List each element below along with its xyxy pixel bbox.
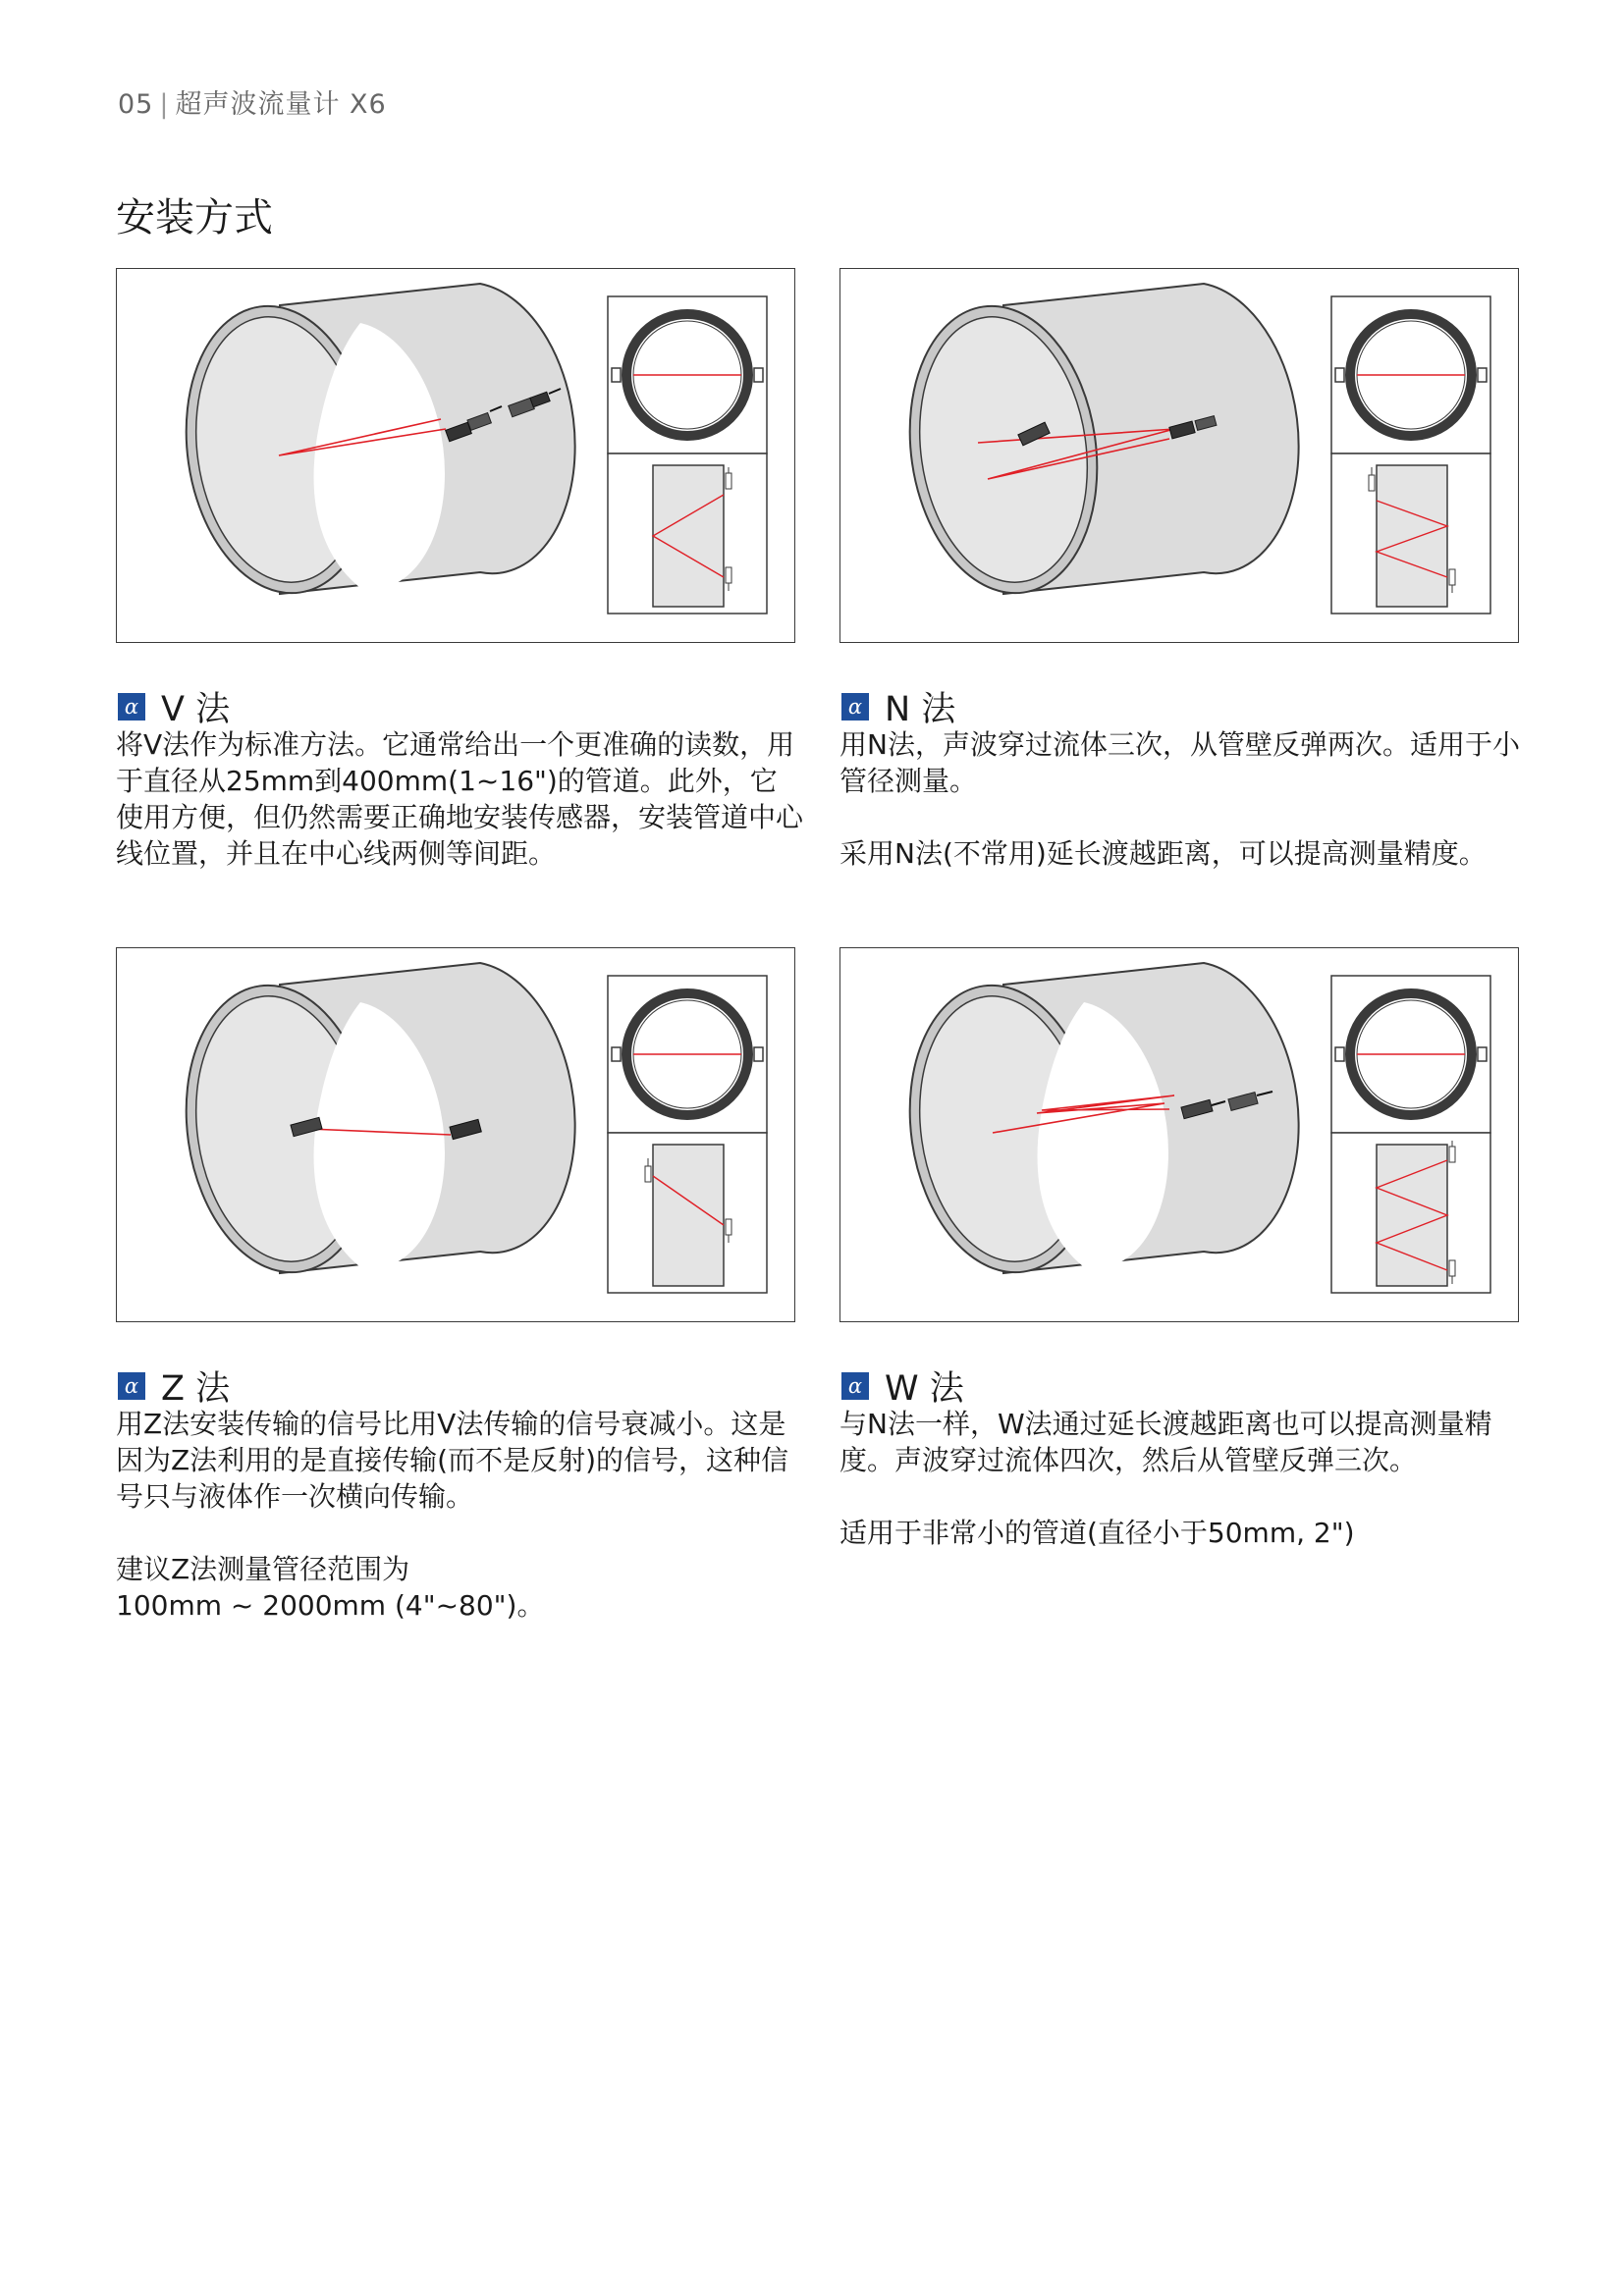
pipe-illustration xyxy=(892,284,1298,606)
z-method-description xyxy=(116,1406,803,1624)
n-method-heading xyxy=(841,682,955,731)
alpha-icon: α xyxy=(118,1372,145,1400)
product-name: 超声波流量计 X6 xyxy=(175,89,387,120)
alpha-icon: α xyxy=(841,1372,869,1400)
paragraph: 采用N法(不常用)延长渡越距离，可以提高测量精度。 xyxy=(839,837,1487,870)
w-method-description xyxy=(839,1406,1527,1551)
w-method-diagram xyxy=(840,948,1520,1323)
v-method-description xyxy=(116,726,803,872)
page-number: 05 xyxy=(118,89,154,120)
w-method-figure xyxy=(839,947,1519,1322)
paragraph: 用N法，声波穿过流体三次，从管壁反弹两次。适用于小管径测量。 xyxy=(839,728,1520,797)
z-method-figure xyxy=(116,947,795,1322)
w-method-heading xyxy=(841,1362,964,1411)
v-method-heading xyxy=(118,682,230,731)
section-title: 安装方式 xyxy=(116,195,273,240)
paragraph: 用Z法安装传输的信号比用V法传输的信号衰减小。这是因为Z法利用的是直接传输(而不是反射)的信号，这种信号只与液体作一次横向传输。 xyxy=(116,1408,789,1513)
z-method-diagram xyxy=(117,948,796,1323)
pipe-illustration xyxy=(892,963,1298,1285)
method-name: W 法 xyxy=(885,1369,964,1409)
n-method-figure xyxy=(839,268,1519,643)
method-name: N 法 xyxy=(885,690,956,729)
z-method-heading xyxy=(118,1362,230,1411)
pipe-illustration xyxy=(168,963,574,1285)
n-method-diagram xyxy=(840,269,1520,644)
method-name: Z 法 xyxy=(161,1369,231,1409)
header-separator: | xyxy=(159,89,170,120)
paragraph: 与N法一样，W法通过延长渡越距离也可以提高测量精度。声波穿过流体四次，然后从管壁反弹三次。 xyxy=(839,1408,1492,1476)
method-name: V 法 xyxy=(161,690,231,729)
paragraph: 将V法作为标准方法。它通常给出一个更准确的读数，用于直径从25mm到400mm(1~16")的管道。此外，它使用方便，但仍然需要正确地安装传感器，安装管道中心线位置，并且在中心线两侧等间距。 xyxy=(116,728,804,870)
alpha-icon: α xyxy=(841,693,869,721)
pipe-illustration xyxy=(168,284,574,606)
n-method-description xyxy=(839,726,1527,872)
v-method-figure xyxy=(116,268,795,643)
alpha-icon: α xyxy=(118,693,145,721)
paragraph: 建议Z法测量管径范围为 100mm ~ 2000mm (4"~80")。 xyxy=(116,1553,545,1622)
v-method-diagram xyxy=(117,269,796,644)
page-header xyxy=(118,82,387,121)
paragraph: 适用于非常小的管道(直径小于50mm, 2") xyxy=(839,1517,1355,1549)
